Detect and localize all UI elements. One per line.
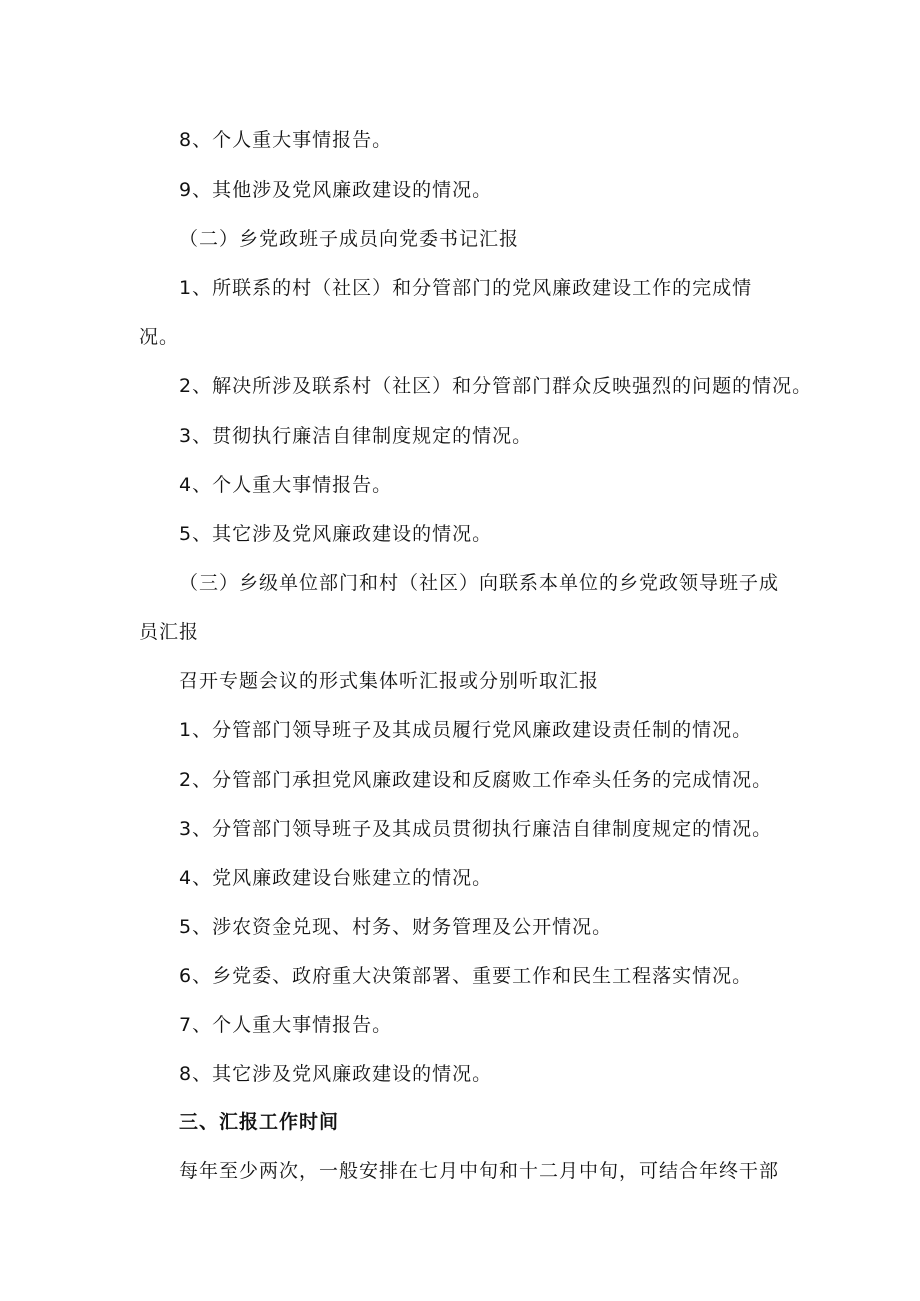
item-8-personal-report: 8、个人重大事情报告。 — [179, 129, 393, 151]
item-9-other-situations: 9、其他涉及党风廉政建设的情况。 — [179, 179, 493, 201]
section-3-item-2: 2、分管部门承担党风廉政建设和反腐败工作牵头任务的完成情况。 — [179, 769, 773, 791]
section-3-item-3: 3、分管部门领导班子及其成员贯彻执行廉洁自律制度规定的情况。 — [179, 818, 773, 840]
section-3-item-4: 4、党风廉政建设台账建立的情况。 — [179, 867, 493, 889]
section-2-heading: （二）乡党政班子成员向党委书记汇报 — [179, 228, 520, 250]
section-3-item-1: 1、分管部门领导班子及其成员履行党风廉政建设责任制的情况。 — [179, 719, 753, 741]
section-2-item-3: 3、贯彻执行廉洁自律制度规定的情况。 — [179, 425, 533, 447]
section-2-item-1-continued: 况。 — [139, 326, 180, 348]
meeting-format-line: 召开专题会议的形式集体听汇报或分别听取汇报 — [179, 670, 600, 692]
section-3-item-6: 6、乡党委、政府重大决策部署、重要工作和民生工程落实情况。 — [179, 965, 753, 987]
section-2-item-5: 5、其它涉及党风廉政建设的情况。 — [179, 523, 493, 545]
section-3-heading-continued: 员汇报 — [139, 621, 200, 643]
section-2-item-1: 1、所联系的村（社区）和分管部门的党风廉政建设工作的完成情 — [179, 277, 753, 299]
section-3-heading: （三）乡级单位部门和村（社区）向联系本单位的乡党政领导班子成 — [179, 572, 780, 594]
section-3-item-7: 7、个人重大事情报告。 — [179, 1014, 393, 1036]
section-2-item-2: 2、解决所涉及联系村（社区）和分管部门群众反映强烈的问题的情况。 — [179, 375, 813, 397]
section-2-item-4: 4、个人重大事情报告。 — [179, 474, 393, 496]
schedule-paragraph: 每年至少两次，一般安排在七月中旬和十二月中旬，可结合年终干部 — [179, 1160, 780, 1182]
section-3-item-8: 8、其它涉及党风廉政建设的情况。 — [179, 1063, 493, 1085]
section-3-item-5: 5、涉农资金兑现、村务、财务管理及公开情况。 — [179, 916, 613, 938]
part-3-heading: 三、汇报工作时间 — [179, 1111, 340, 1133]
